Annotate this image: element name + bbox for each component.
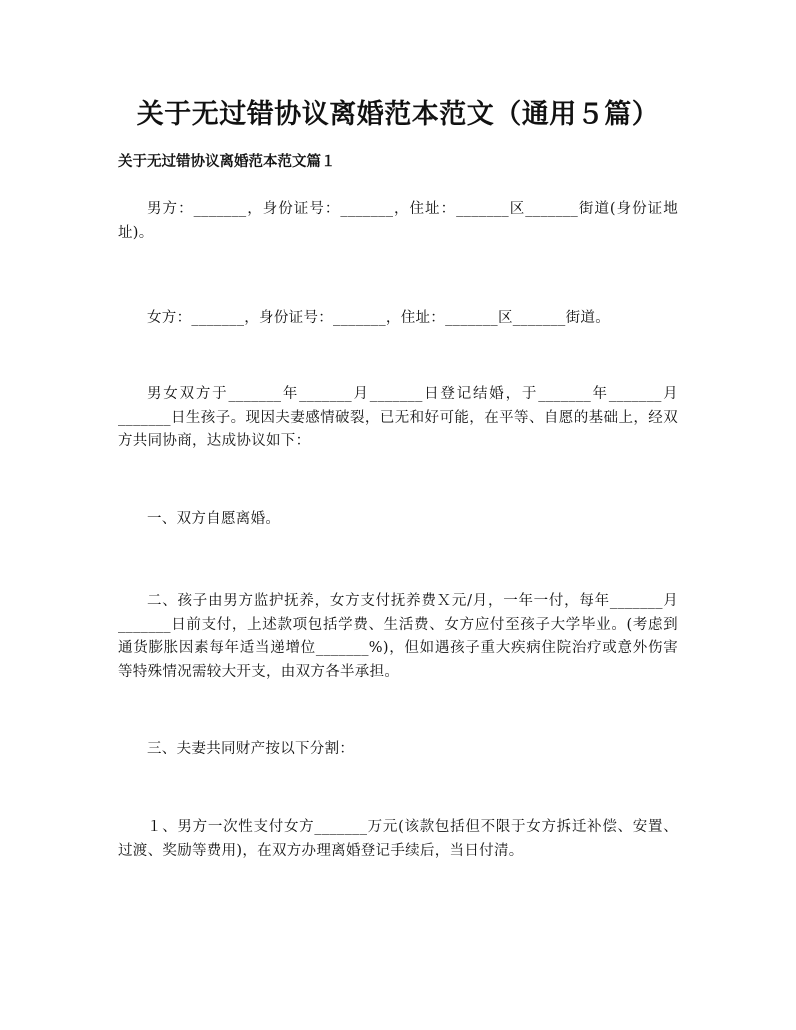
- document-title: 关于无过错协议离婚范本范文（通用５篇）: [136, 99, 660, 130]
- section-heading: 关于无过错协议离婚范本范文篇１: [118, 153, 336, 170]
- paragraph-clause-3-item-1: １、男方一次性支付女方_______万元(该款包括但不限于女方拆迁补偿、安置、过渡、奖励等费用)，在双方办理离婚登记手续后，当日付清。: [118, 819, 678, 859]
- paragraph-clause-3: 三、夫妻共同财产按以下分割：: [147, 741, 355, 757]
- paragraph-clause-2: 二、孩子由男方监护抚养，女方支付抚养费Ｘ元/月，一年一付，每年_______月_______日前支付，上述款项包括学费、生活费、女方应付至孩子大学毕业。(考虑到通货膨胀因素每年适当递增位_______%)，但如遇孩子重大疾病住院治疗或意外伤害等特殊情况需较大开支，由双方各半承担。: [118, 593, 678, 680]
- paragraph-male-party: 男方：_______，身份证号：_______，住址：_______区_______街道(身份证地址)。: [118, 201, 678, 241]
- paragraph-clause-1: 一、双方自愿离婚。: [147, 511, 281, 527]
- paragraph-female-party: 女方：_______，身份证号：_______，住址：_______区_______街道。: [147, 310, 610, 326]
- paragraph-marriage-info: 男女双方于_______年_______月_______日登记结婚，于_______年_______月_______日生孩子。现因夫妻感情破裂，已无和好可能，在平等、自愿的基础上，经双方共同协商，达成协议如下：: [118, 386, 678, 449]
